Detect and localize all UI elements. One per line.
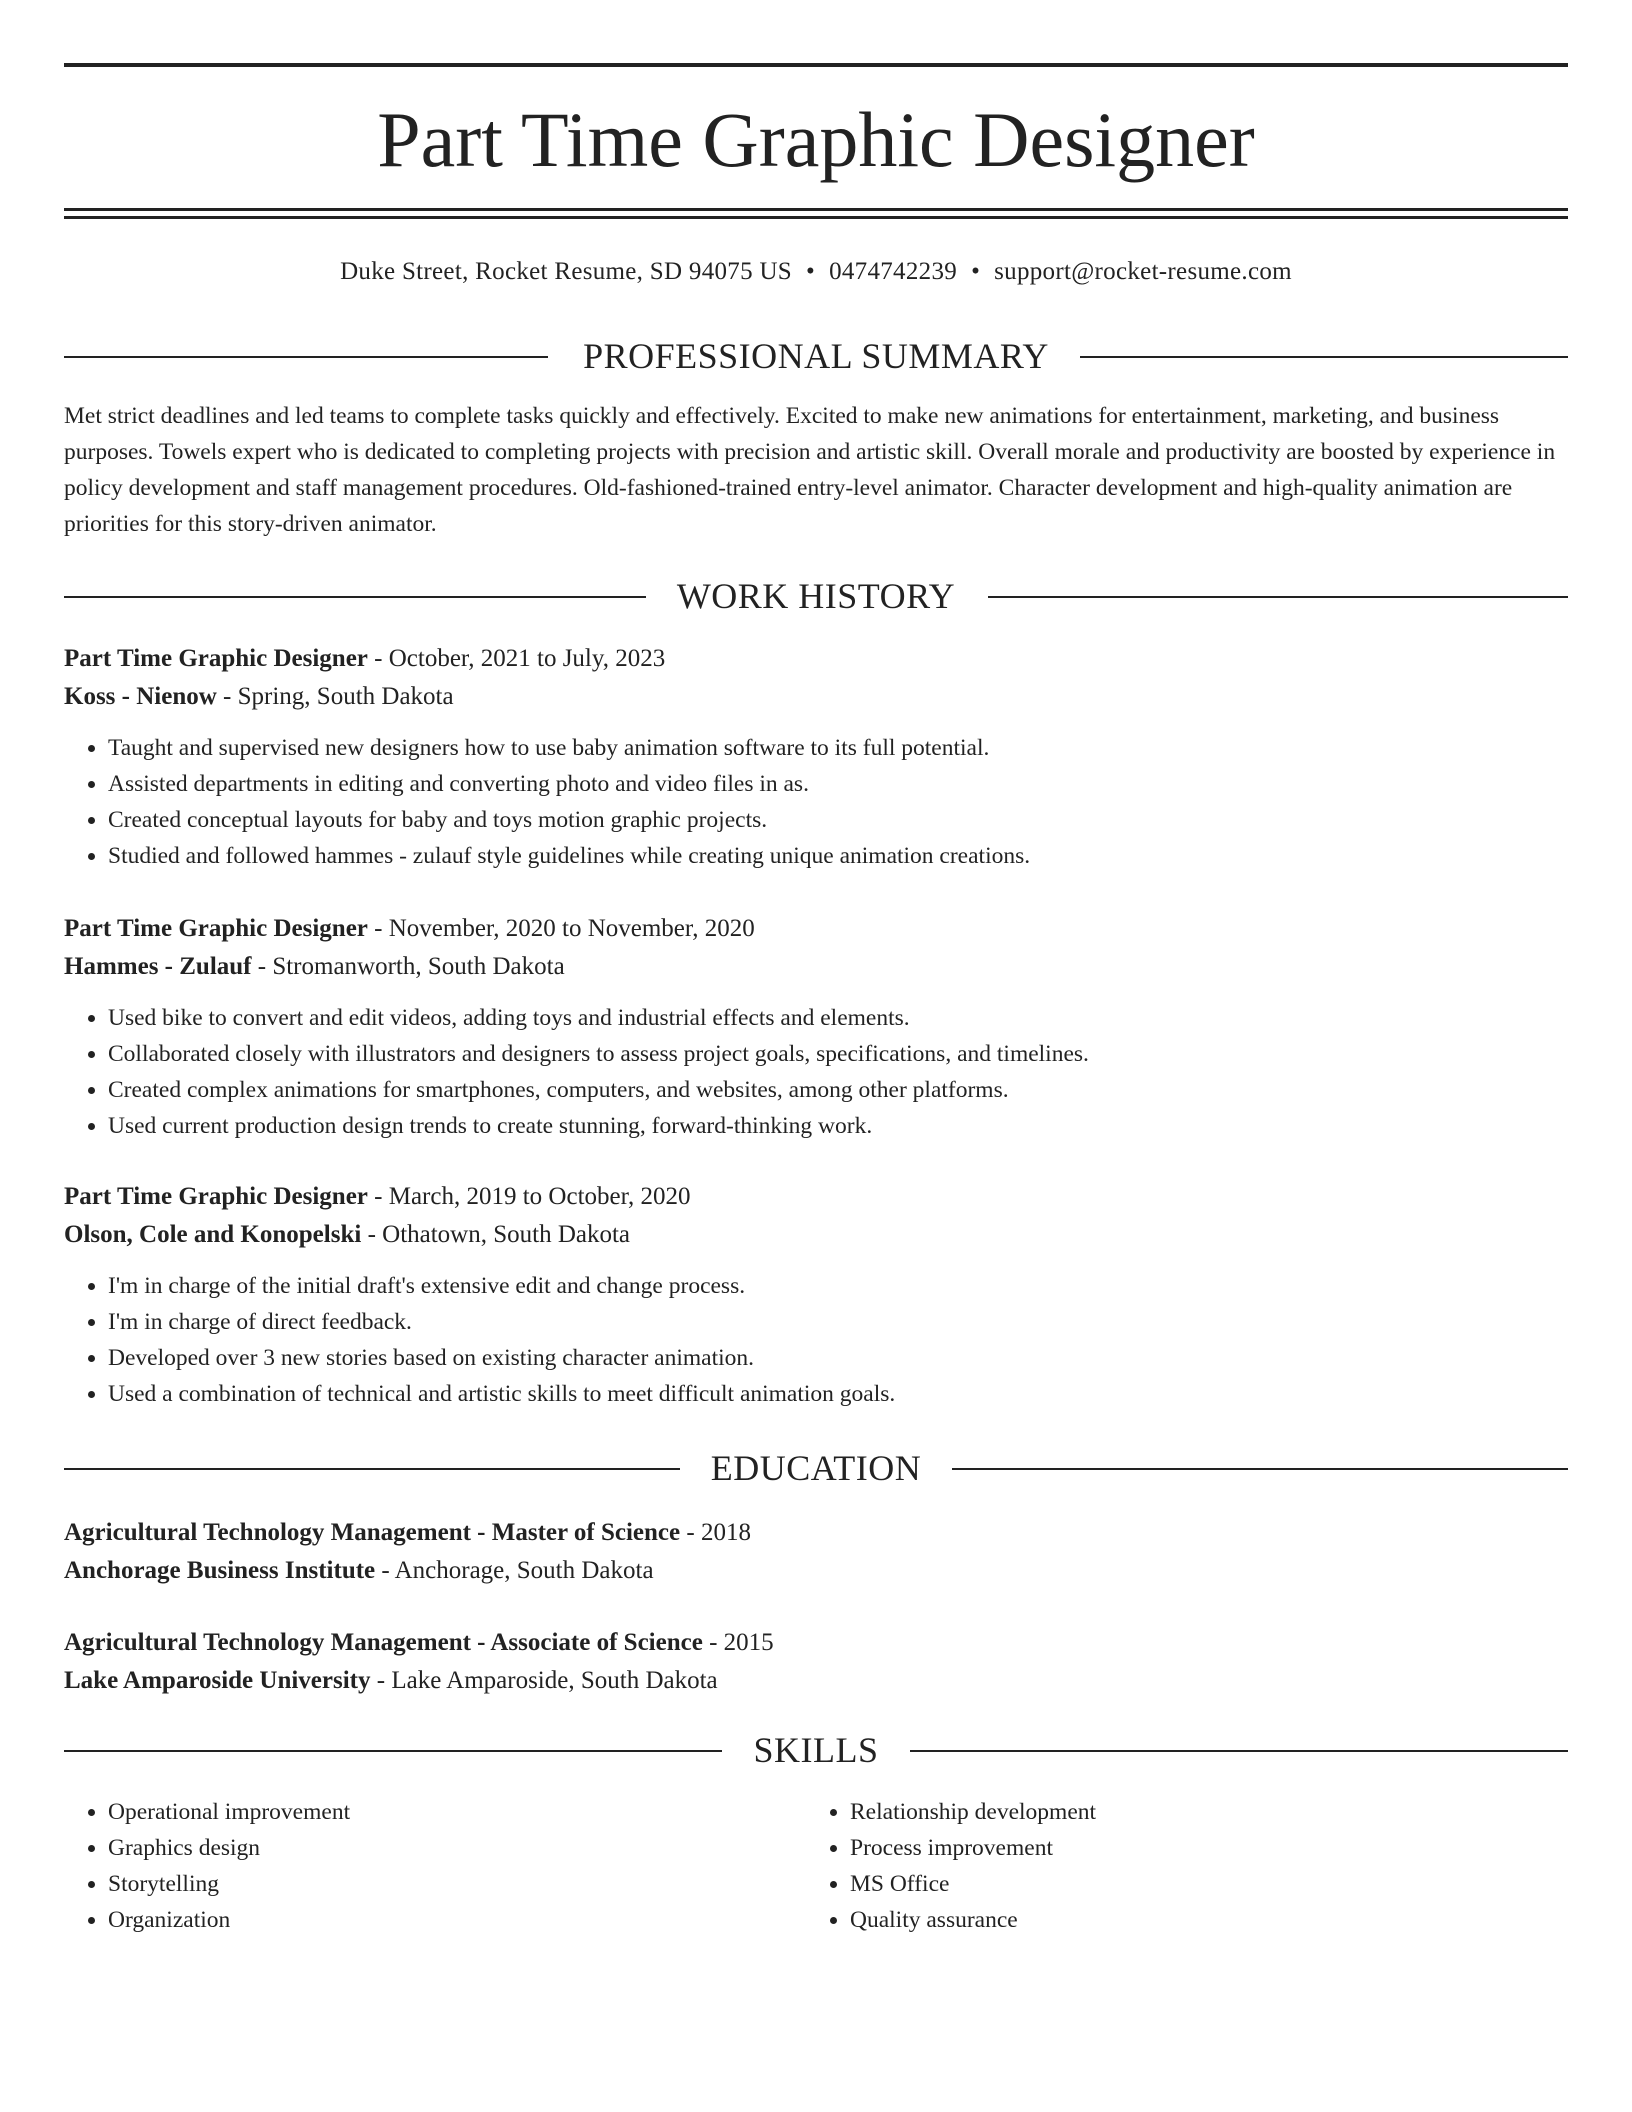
section-header-education bbox=[64, 1446, 1568, 1490]
job-bullets bbox=[64, 730, 1568, 874]
education-entry bbox=[64, 1514, 1568, 1590]
list-item: • Collaborated closely with illustrators and designers to assess project goals, specifications, and timelines. bbox=[108, 1036, 1568, 1072]
section-rule-right bbox=[910, 1750, 1568, 1752]
summary-text: Met strict deadlines and led teams to complete tasks quickly and effectively. Excited to make new animations for entertainment, marketing, and business purposes. Towels expert who is dedicated to completing projects with precision and artistic skill. Overall morale and productivity are boosted by experience in policy development and staff management procedures. Old-fashioned-trained entry-level animator. Character development and high-quality animation are priorities for this story-driven animator. bbox=[64, 403, 1556, 537]
job-company-line bbox=[64, 678, 1568, 716]
education-school-line bbox=[64, 1552, 1568, 1590]
skill-item: • Storytelling bbox=[108, 1866, 350, 1902]
skill-item: • Graphics design bbox=[108, 1830, 350, 1866]
list-item: • Used bike to convert and edit videos, adding toys and industrial effects and elements. bbox=[108, 1000, 1568, 1036]
contact-separator: • bbox=[971, 258, 981, 285]
section-rule-right bbox=[952, 1468, 1568, 1470]
education-school: Anchorage Business Institute bbox=[64, 1557, 376, 1584]
job-company-line bbox=[64, 1216, 1568, 1254]
list-item: • Assisted departments in editing and converting photo and video files in as. bbox=[108, 766, 1568, 802]
education-year: - 2015 bbox=[702, 1629, 774, 1656]
title-rule-upper bbox=[64, 208, 1568, 211]
contact-phone: 0474742239 bbox=[829, 258, 958, 285]
job-title: Part Time Graphic Designer bbox=[64, 915, 368, 942]
list-item: • Studied and followed hammes - zulauf style guidelines while creating unique animation creations. bbox=[108, 838, 1568, 874]
list-item: • I'm in charge of direct feedback. bbox=[108, 1304, 1568, 1340]
section-title: WORK HISTORY bbox=[676, 576, 956, 616]
list-item: • Used current production design trends to create stunning, forward-thinking work. bbox=[108, 1108, 1568, 1144]
section-rule-right bbox=[988, 596, 1568, 598]
job-entry bbox=[64, 640, 1568, 874]
education-degree-line bbox=[64, 1514, 1568, 1552]
job-entry bbox=[64, 1178, 1568, 1412]
list-item: • Developed over 3 new stories based on existing character animation. bbox=[108, 1340, 1568, 1376]
skill-item: • Operational improvement bbox=[108, 1794, 350, 1830]
section-title: PROFESSIONAL SUMMARY bbox=[583, 336, 1049, 376]
list-item: • Created conceptual layouts for baby and toys motion graphic projects. bbox=[108, 802, 1568, 838]
job-company-line bbox=[64, 948, 1568, 986]
skill-item: • Organization bbox=[108, 1902, 350, 1938]
contact-email: support@rocket-resume.com bbox=[994, 258, 1292, 285]
education-school: Lake Amparoside University bbox=[64, 1667, 371, 1694]
job-location: - Stromanworth, South Dakota bbox=[251, 953, 565, 980]
education-location: - Lake Amparoside, South Dakota bbox=[370, 1667, 718, 1694]
section-rule-right bbox=[1080, 356, 1568, 358]
section-title: SKILLS bbox=[753, 1730, 879, 1770]
section-title: EDUCATION bbox=[710, 1448, 922, 1488]
education-year: - 2018 bbox=[680, 1519, 751, 1546]
skill-item: • Process improvement bbox=[850, 1830, 1096, 1866]
contact-address: Duke Street, Rocket Resume, SD 94075 US bbox=[340, 258, 792, 285]
job-bullets bbox=[64, 1000, 1568, 1144]
job-dates: - March, 2019 to October, 2020 bbox=[367, 1183, 691, 1210]
list-item: • I'm in charge of the initial draft's extensive edit and change process. bbox=[108, 1268, 1568, 1304]
section-header-summary bbox=[64, 334, 1568, 378]
job-title-line bbox=[64, 640, 1568, 678]
resume-title: Part Time Graphic Designer bbox=[377, 96, 1255, 183]
skill-item: • Relationship development bbox=[850, 1794, 1096, 1830]
job-bullets bbox=[64, 1268, 1568, 1412]
section-header-work-history bbox=[64, 574, 1568, 618]
contact-separator: • bbox=[806, 258, 816, 285]
job-dates: - October, 2021 to July, 2023 bbox=[367, 645, 666, 672]
education-degree-line bbox=[64, 1624, 1568, 1662]
list-item: • Taught and supervised new designers how to use baby animation software to its full potential. bbox=[108, 730, 1568, 766]
top-rule bbox=[64, 63, 1568, 67]
job-entry bbox=[64, 910, 1568, 1144]
skill-item: • MS Office bbox=[850, 1866, 1096, 1902]
section-header-skills bbox=[64, 1728, 1568, 1772]
job-title: Part Time Graphic Designer bbox=[64, 645, 368, 672]
education-degree: Agricultural Technology Management - Associate of Science bbox=[64, 1629, 703, 1656]
education-entry bbox=[64, 1624, 1568, 1700]
title-rule-lower bbox=[64, 216, 1568, 219]
job-company: Koss - Nienow bbox=[64, 683, 217, 710]
job-location: - Spring, South Dakota bbox=[216, 683, 454, 710]
education-school-line bbox=[64, 1662, 1568, 1700]
education-location: - Anchorage, South Dakota bbox=[375, 1557, 654, 1584]
job-company: Hammes - Zulauf bbox=[64, 953, 252, 980]
education-degree: Agricultural Technology Management - Master of Science bbox=[64, 1519, 681, 1546]
job-company: Olson, Cole and Konopelski bbox=[64, 1221, 362, 1248]
skills-list-left bbox=[64, 1794, 350, 1938]
list-item: • Used a combination of technical and artistic skills to meet difficult animation goals. bbox=[108, 1376, 1568, 1412]
job-title: Part Time Graphic Designer bbox=[64, 1183, 368, 1210]
job-title-line bbox=[64, 910, 1568, 948]
job-dates: - November, 2020 to November, 2020 bbox=[367, 915, 755, 942]
skill-item: • Quality assurance bbox=[850, 1902, 1096, 1938]
skills-list-right bbox=[806, 1794, 1096, 1938]
job-location: - Othatown, South Dakota bbox=[361, 1221, 631, 1248]
list-item: • Created complex animations for smartphones, computers, and websites, among other platforms. bbox=[108, 1072, 1568, 1108]
job-title-line bbox=[64, 1178, 1568, 1216]
contact-line bbox=[64, 254, 1568, 290]
